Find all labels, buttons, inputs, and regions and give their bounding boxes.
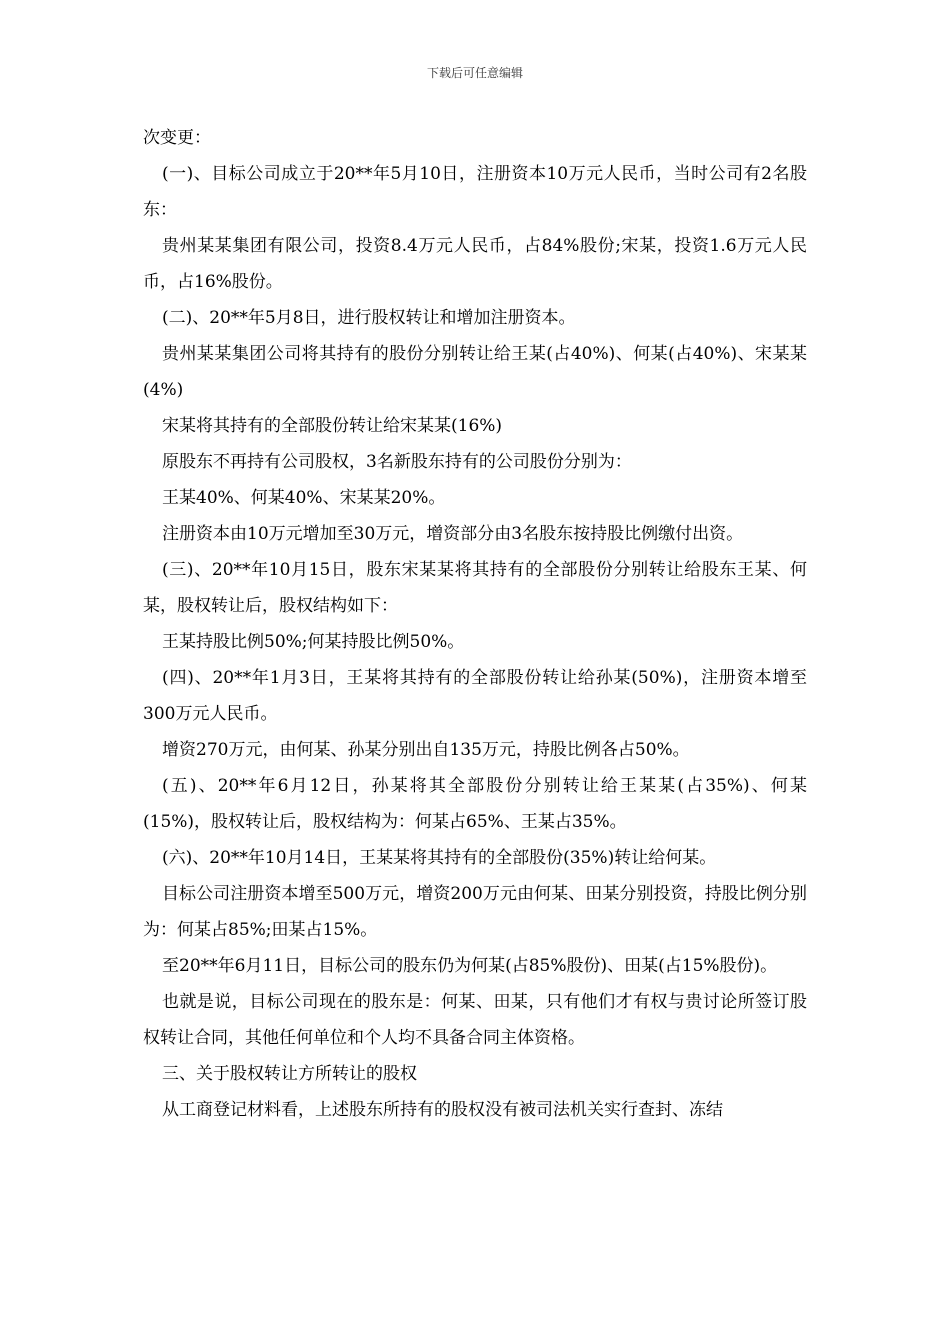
paragraph: 王某40%、何某40%、宋某某20%。 [162,488,446,508]
paragraph: 从工商登记材料看，上述股东所持有的股权没有被司法机关实行查封、冻结 [162,1100,723,1120]
paragraph: (五)、20**年6月12日，孙某将其全部股份分别转让给王某某(占35%)、何某(15%)，股权转让后，股权结构为：何某占65%、王某占35%。 [143,776,807,832]
paragraph: (四)、20**年1月3日，王某将其持有的全部股份转让给孙某(50%)，注册资本增至300万元人民币。 [143,668,807,724]
document-body [143,120,807,1128]
paragraph: (二)、20**年5月8日，进行股权转让和增加注册资本。 [162,308,576,328]
paragraph: 目标公司注册资本增至500万元，增资200万元由何某、田某分别投资，持股比例分别为：何某占85%;田某占15%。 [143,884,807,940]
paragraph: 增资270万元，由何某、孙某分别出自135万元，持股比例各占50%。 [162,740,690,760]
paragraph: 至20**年6月11日，目标公司的股东仍为何某(占85%股份)、田某(占15%股份)。 [162,956,778,976]
section-heading: 三、关于股权转让方所转让的股权 [162,1064,417,1084]
paragraph: 次变更： [143,128,211,148]
paragraph: 原股东不再持有公司股权，3名新股东持有的公司股份分别为： [162,452,632,472]
paragraph: (六)、20**年10月14日，王某某将其持有的全部股份(35%)转让给何某。 [162,848,717,868]
paragraph: 贵州某某集团有限公司，投资8.4万元人民币，占84%股份;宋某，投资1.6万元人民币，占16%股份。 [143,236,807,292]
paragraph: 注册资本由10万元增加至30万元，增资部分由3名股东按持股比例缴付出资。 [162,524,744,544]
paragraph: 贵州某某集团公司将其持有的股份分别转让给王某(占40%)、何某(占40%)、宋某某(4%) [143,344,807,400]
page-header: 下载后可任意编辑 [426,66,523,80]
paragraph: (三)、20**年10月15日，股东宋某某将其持有的全部股份分别转让给股东王某、何某，股权转让后，股权结构如下： [143,560,807,616]
paragraph: 宋某将其持有的全部股份转让给宋某某(16%) [162,416,503,436]
paragraph: (一)、目标公司成立于20**年5月10日，注册资本10万元人民币，当时公司有2名股东： [143,164,807,220]
paragraph: 王某持股比例50%;何某持股比例50%。 [162,632,465,652]
paragraph: 也就是说，目标公司现在的股东是：何某、田某，只有他们才有权与贵讨论所签订股权转让合同，其他任何单位和个人均不具备合同主体资格。 [143,992,807,1048]
